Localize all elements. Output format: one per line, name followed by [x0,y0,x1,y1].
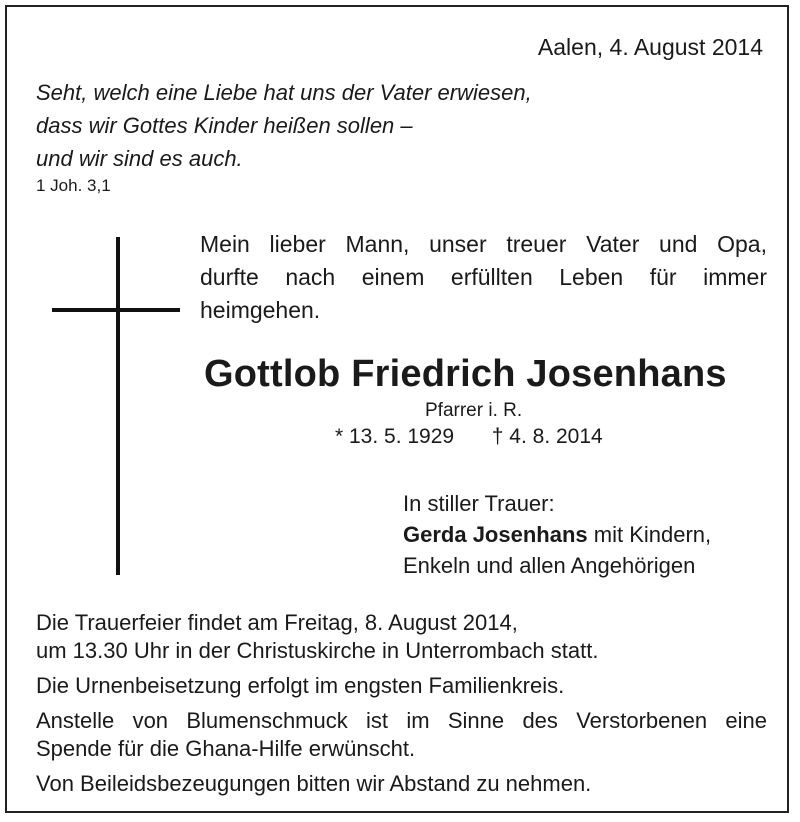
death-date: † 4. 8. 2014 [491,425,603,448]
intro-line: durfte nach einem erfüllten Leben für immer [200,264,767,290]
notices [36,609,767,798]
life-dates [335,425,603,449]
mourners-line [403,519,711,550]
funeral-notice: Die Trauerfeier findet am Freitag, 8. August 2014, [36,610,518,635]
bible-verse [36,76,532,175]
place-date: Aalen, 4. August 2014 [537,34,763,60]
cross-icon [116,237,120,575]
verse-line: Seht, welch eine Liebe hat uns der Vater erwiesen, [36,80,532,105]
intro-line: heimgehen. [200,297,321,323]
mourners-heading: In stiller Trauer: [403,491,555,516]
verse-line: dass wir Gottes Kinder heißen sollen – [36,113,413,138]
donation-notice: Spende für die Ghana-Hilfe erwünscht. [36,736,416,761]
donation-notice: Anstelle von Blumenschmuck ist im Sinne des Verstorbenen eine [36,708,767,733]
urn-notice: Die Urnenbeisetzung erfolgt im engsten Familienkreis. [36,673,565,698]
verse-reference: 1 Joh. 3,1 [36,176,111,195]
cross-icon-bar [52,308,180,312]
deceased-title: Pfarrer i. R. [425,400,523,421]
deceased-name: Gottlob Friedrich Josenhans [204,353,727,395]
mourners-line: Enkeln und allen Angehörigen [403,553,696,578]
mourner-rest: mit Kindern, [587,522,712,547]
condolence-notice: Von Beileidsbezeugungen bitten wir Abstand zu nehmen. [36,771,592,796]
intro-line: Mein lieber Mann, unser treuer Vater und Opa, [200,231,767,257]
funeral-notice: um 13.30 Uhr in der Christuskirche in Unterrombach statt. [36,638,599,663]
intro-text [200,228,767,327]
verse-line: und wir sind es auch. [36,146,243,171]
mourners-block [403,488,711,581]
birth-date: * 13. 5. 1929 [335,425,455,448]
mourner-name: Gerda Josenhans [403,522,588,547]
